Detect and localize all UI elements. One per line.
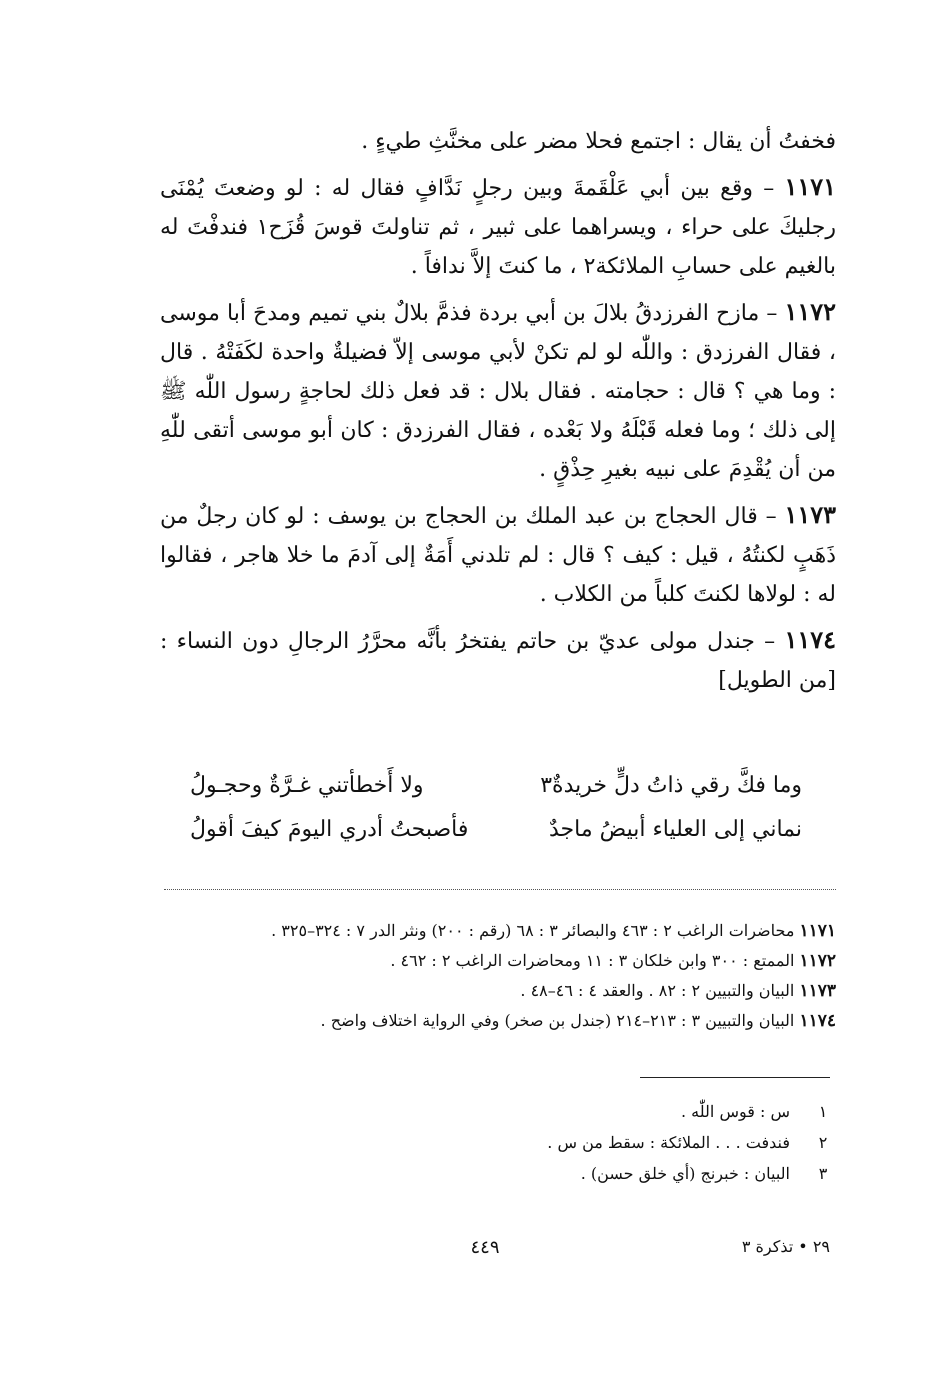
footnote-text: البيان : خبرنج (أي خلق حسن) .: [580, 1164, 790, 1183]
entry-1173: [160, 495, 836, 614]
signature-mark: ٢٩ • تذكرة ٣: [741, 1237, 830, 1256]
poem: [190, 764, 802, 852]
verse-second-hemistich: ولا أَخطأتني غـرَّةٌ وحجـولُ: [190, 773, 424, 798]
source-number: ١١٧٤: [799, 1011, 836, 1031]
entry-number: ١١٧١: [784, 172, 836, 201]
dotted-divider: [164, 889, 836, 890]
footnote: [400, 1096, 830, 1127]
footnote-text: س : قوس اللّٰه .: [681, 1102, 790, 1121]
source-number: ١١٧٣: [799, 981, 836, 1001]
footnote: [400, 1127, 830, 1158]
meter-label: [من الطويل]: [718, 668, 836, 693]
source-references: [160, 916, 836, 1036]
entry-1174: [160, 620, 836, 700]
source-text: محاضرات الراغب ٢ : ٤٦٣ والبصائر ٣ : ٦٨ (رقم : ٢٠٠) ونثر الدر ٧ : ٣٢٤–٣٢٥ .: [271, 921, 800, 940]
source-number: ١١٧١: [799, 921, 836, 941]
entry-text: – وقع بين أبي عَلْقَمةَ وبين رجلٍ نَدَّافٍ فقال له : لو وضعتَ يُمْنَى رجليكَ على حراء ، ويسراهما على ثبير ، ثم تناولتَ قوسَ قُزَح١ فندفْتَ له بالغيم على حسابِ الملائكة٢ ، ما كنتَ إلاَّ ندافاً .: [160, 176, 836, 279]
entry-number: ١١٧٣: [784, 500, 836, 529]
footnotes: [400, 1096, 830, 1189]
main-text: [160, 122, 836, 706]
source-line: [160, 976, 836, 1006]
page-number: ٤٤٩: [470, 1237, 500, 1258]
entry-number: ١١٧٤: [784, 625, 836, 654]
source-number: ١١٧٢: [799, 951, 836, 971]
source-text: الممتع : ٣٠٠ وابن خلكان ٣ : ١١ ومحاضرات الراغب ٢ : ٤٦٢ .: [390, 951, 800, 970]
source-text: البيان والتبيين ٢ : ٨٢ . والعقد ٤ : ٤٦–٤٨ .: [520, 981, 800, 1000]
entry-text: – قال الحجاج بن عبد الملك بن الحجاج بن يوسف : لو كان رجلٌ من ذَهَبٍ لكنتُهُ ، قيل : كيف ؟ قال : لم تلدني أَمَةٌ إلى آدمَ ما خلا هاجر ، فقالوا له : لولاها لكنتَ كلباً من الكلاب .: [160, 504, 836, 607]
source-line: [160, 1006, 836, 1036]
paragraph-continuation: فخفتُ أن يقال : اجتمع فحلا مضر على مخنَّثِ طيءٍ .: [361, 129, 836, 154]
footnote-number: ٣: [818, 1164, 828, 1183]
source-text: البيان والتبيين ٣ : ٢١٣–٢١٤ (جندل بن صخر) وفي الرواية اختلاف واضح .: [320, 1011, 800, 1030]
source-line: [160, 946, 836, 976]
source-line: [160, 916, 836, 946]
entry-text: – مازح الفرزدقُ بلالَ بن أبي بردة فذمَّ بلالٌ بني تميم ومدحَ أبا موسى ، فقال الفرزدق : واللّٰه لو لم تكنْ لأبي موسى إلاّ فضيلةٌ واحدة لكَفَتْهُ . قال : وما هي ؟ قال : حجامته . فقال بلال : قد فعل ذلك لحاجةٍ رسول اللّٰه ﷺ إلى ذلك ؛ وما فعله قَبْلَهُ ولا بَعْده ، فقال الفرزدق : كان أبو موسى أتقى للّٰهِ من أن يُقْدِمَ على نبيه بغيرِ حِذْقٍ .: [160, 301, 836, 482]
entry-number: ١١٧٢: [784, 297, 836, 326]
entry-text: – جندل مولى عديّ بن حاتم يفتخرُ بأنَّه محرَّرُ الرجالِ دون النساء :: [160, 629, 785, 654]
verse-second-hemistich: فأصبحتُ أدري اليومَ كيفَ أقولُ: [190, 817, 469, 842]
poem-verse: [190, 808, 802, 852]
verse-first-hemistich: نماني إلى العلياء أبيضُ ماجدٌ: [549, 817, 802, 842]
footnote-number: ٢: [818, 1133, 828, 1152]
entry-1172: [160, 292, 836, 489]
entry-1171: [160, 167, 836, 286]
verse-first-hemistich: وما فكَّ رقي ذاتُ دلٍّ خريدةٌ٣: [540, 773, 802, 798]
poem-verse: [190, 764, 802, 808]
footnote-rule: [640, 1077, 830, 1078]
footnote: [400, 1158, 830, 1189]
footnote-number: ١: [818, 1102, 828, 1121]
footnote-text: فندفت . . . الملائكة : سقط من س .: [547, 1133, 790, 1152]
